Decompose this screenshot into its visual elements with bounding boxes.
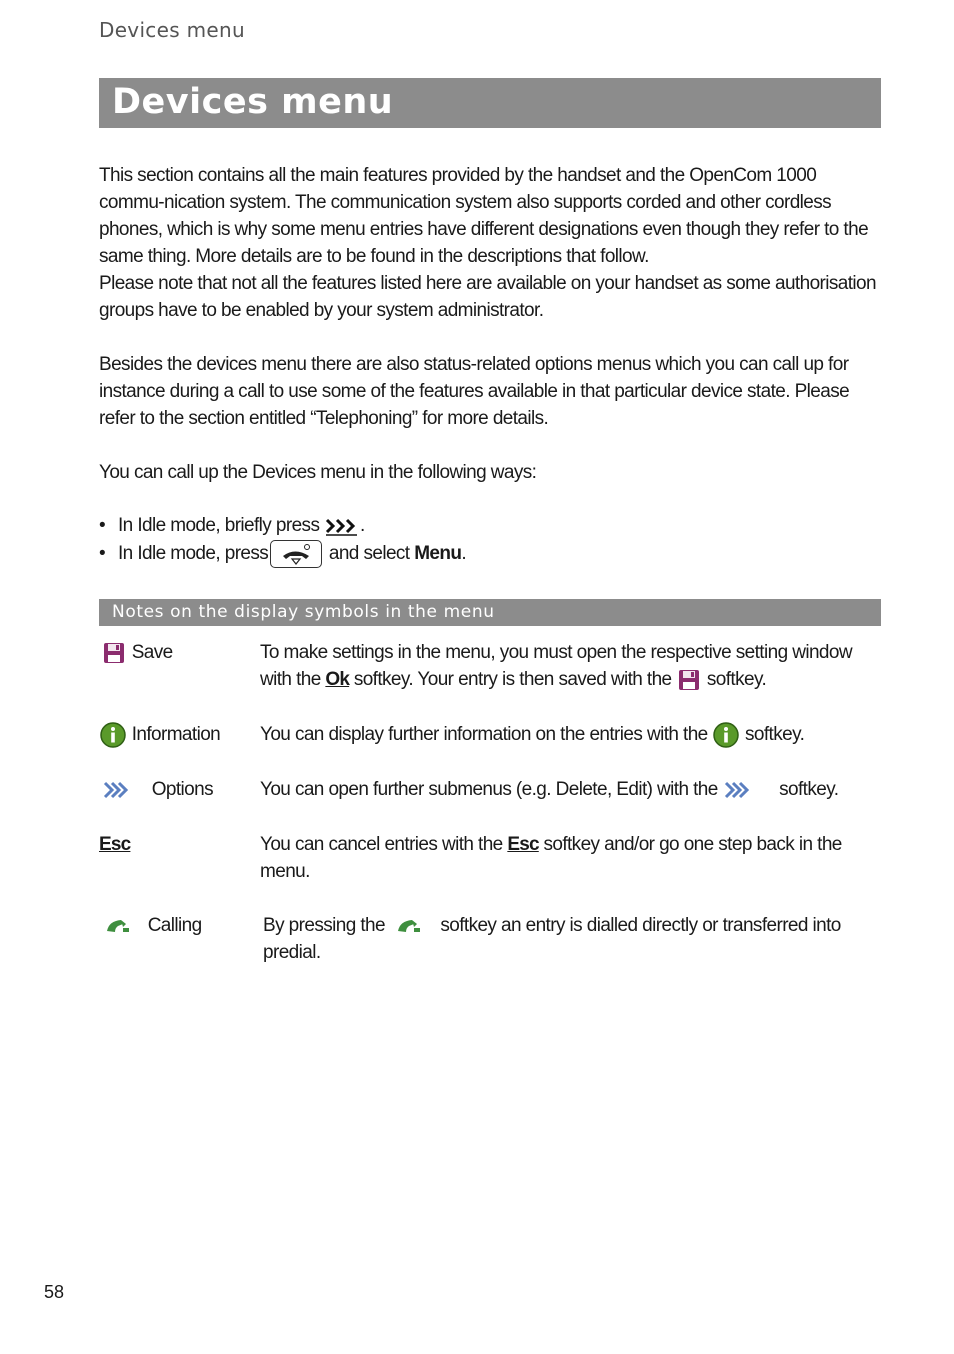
options-icon [99, 779, 147, 801]
symbol-term-esc: Esc [99, 834, 131, 855]
ok-softkey-label: Ok [325, 669, 350, 690]
symbol-term-save: Save [131, 642, 173, 663]
options-icon [722, 779, 774, 801]
access-list [99, 512, 881, 568]
symbol-row-esc: Esc You can cancel entries with the Esc softkey and/or go one step back in the menu. [99, 834, 842, 882]
list-item: • In Idle mode, briefly press . [99, 512, 881, 540]
symbol-term-information: Information [131, 724, 221, 746]
intro-text [99, 162, 881, 568]
title-bar [99, 78, 881, 128]
save-icon [101, 641, 127, 665]
symbol-term-options: Options [151, 779, 213, 800]
intro-paragraph-4: You can call up the Devices menu in the following ways: [99, 462, 537, 483]
page-number: 58 [44, 1282, 65, 1302]
section-bar [99, 599, 881, 626]
page-title: Devices menu [112, 82, 394, 122]
intro-paragraph-2: Please note that not all the features listed here are available on your handset as some authorisation groups have to be enabled by your system administrator. [99, 273, 876, 321]
save-icon [676, 668, 702, 692]
symbol-term-calling: Calling [147, 915, 202, 936]
call-icon [390, 915, 436, 937]
call-key-icon [270, 540, 322, 568]
symbol-row-save: Save To make settings in the menu, you must open the respective setting window with the Ok softkey. Your entry is then saved with the softkey. [99, 639, 881, 695]
info-icon [712, 721, 740, 749]
intro-paragraph-3: Besides the devices menu there are also status-related options menus which you can call up for instance during a call to use some of the features available in that particular device state. Please refer to the section entitled “Telephoning” for more details. [99, 354, 850, 429]
intro-paragraph-1: This section contains all the main features provided by the handset and the OpenCom 1000 commu-nication system. The communication system also supports corded and other cordless phones, which is why some menu entries have different designations even though they refer to the same thing. More details are to be found in the descriptions that follow. [99, 165, 869, 267]
info-icon [99, 721, 127, 749]
symbol-row-options: Options You can open further submenus (e.g. Delete, Edit) with the softkey. [99, 776, 881, 806]
call-icon [99, 915, 143, 937]
section-title: Notes on the display symbols in the menu [112, 602, 495, 622]
esc-softkey-label: Esc [507, 834, 539, 855]
running-head: Devices menu [99, 18, 245, 42]
list-item: • In Idle mode, press and select Menu. [99, 540, 881, 568]
symbol-row-calling: Calling By pressing the softkey an entry is dialled directly or transferred into predial. [99, 912, 881, 968]
symbol-row-information: Information You can display further information on the entries with the softkey. [99, 721, 881, 751]
menu-chevrons-icon [324, 516, 360, 536]
